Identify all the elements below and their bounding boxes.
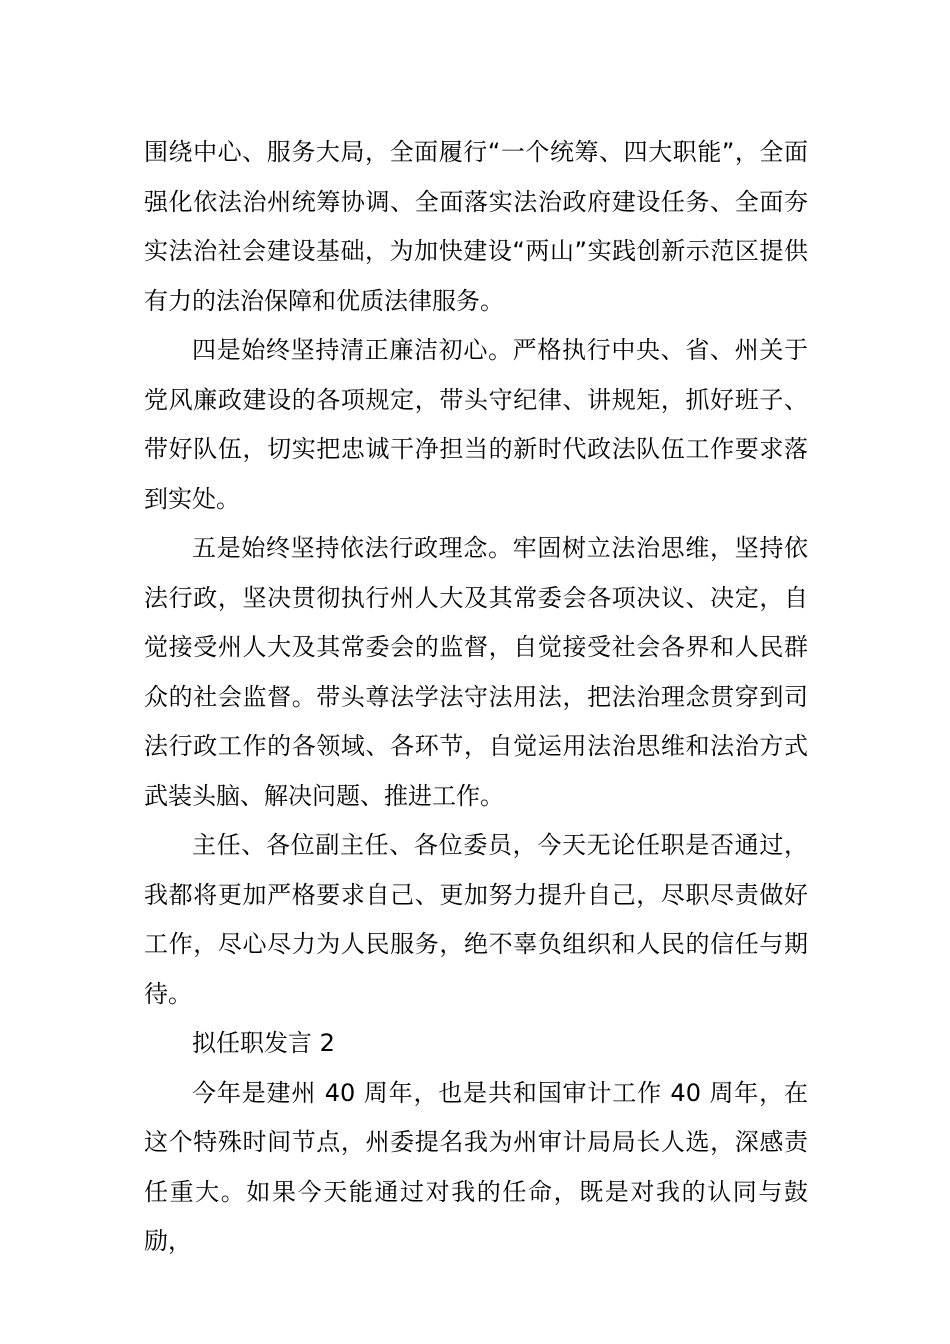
- paragraph-point-four: 四是始终坚持清正廉洁初心。严格执行中央、省、州关于党风廉政建设的各项规定，带头守纪律、讲规矩，抓好班子、带好队伍，切实把忠诚干净担当的新时代政法队伍工作要求落到实处。: [144, 336, 808, 513]
- paragraph-closing: 主任、各位副主任、各位委员，今天无论任职是否通过，我都将更加严格要求自己、更加努力提升自己，尽职尽责做好工作，尽心尽力为人民服务，绝不辜负组织和人民的信任与期待。: [144, 831, 808, 1008]
- paragraph-speech-two-opening: 今年是建州 40 周年，也是共和国审计工作 40 周年，在这个特殊时间节点，州委提名我为州审计局局长人选，深感责任重大。如果今天能通过对我的任命，既是对我的认同与鼓励，: [144, 1078, 808, 1255]
- paragraph-continuation: 围绕中心、服务大局，全面履行“一个统筹、四大职能”，全面强化依法治州统筹协调、全面落实法治政府建设任务、全面夯实法治社会建设基础，为加快建设“两山”实践创新示范区提供有力的法治保障和优质法律服务。: [144, 138, 808, 315]
- section-heading: 拟任职发言 2: [192, 1029, 335, 1057]
- paragraph-point-five: 五是始终坚持依法行政理念。牢固树立法治思维，坚持依法行政，坚决贯彻执行州人大及其常委会各项决议、决定，自觉接受州人大及其常委会的监督，自觉接受社会各界和人民群众的社会监督。带头尊法学法守法用法，把法治理念贯穿到司法行政工作的各领域、各环节，自觉运用法治思维和法治方式武装头脑、解决问题、推进工作。: [144, 534, 808, 810]
- document-page: [144, 128, 808, 1267]
